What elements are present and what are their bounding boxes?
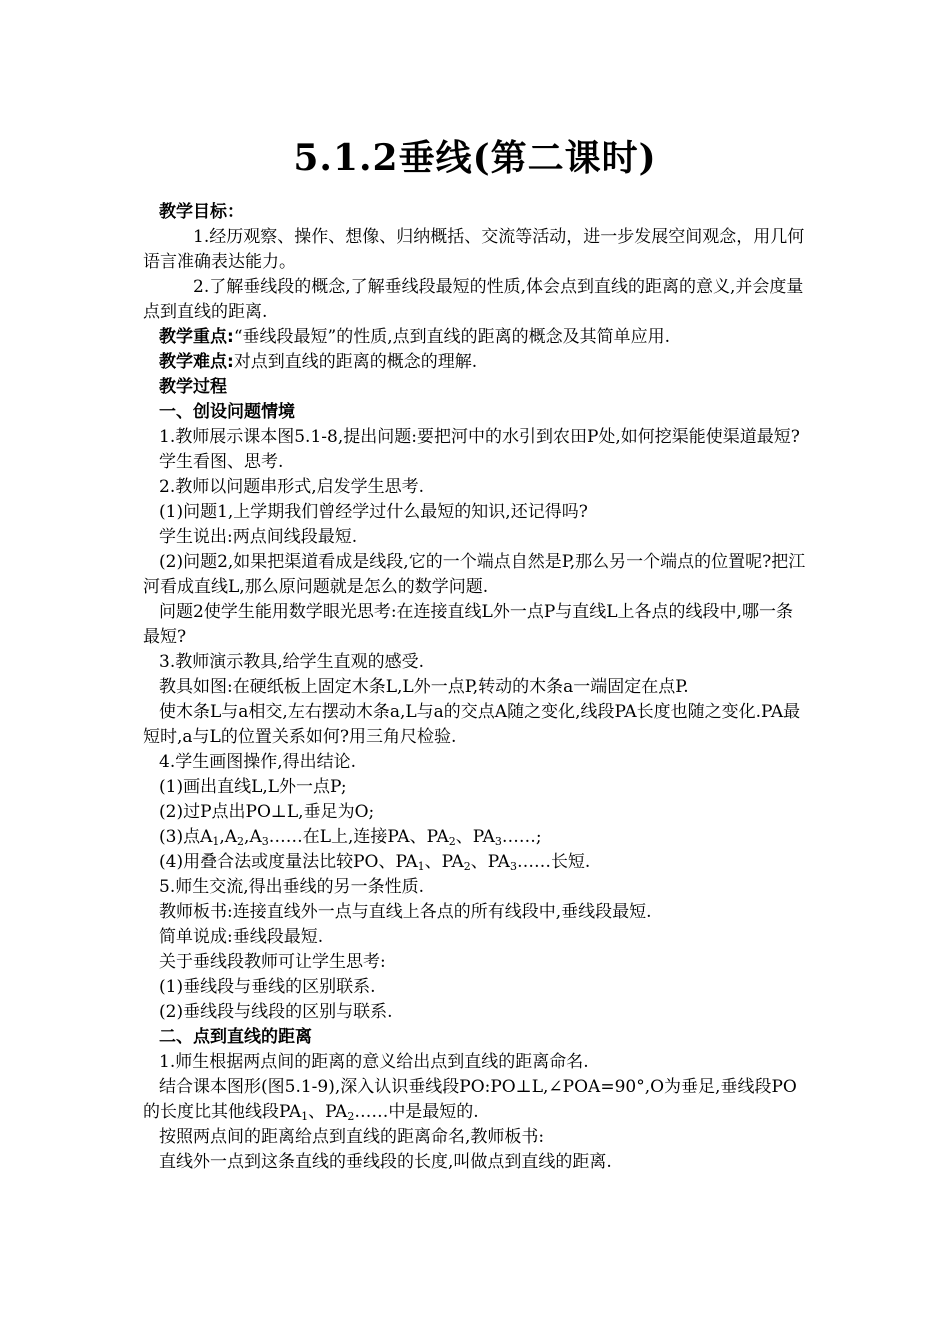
s1-paragraph-9: 教具如图:在硬纸板上固定木条L,L外一点P,转动的木条a一端固定在点P. [159,677,689,697]
s1-paragraph-16: 5.师生交流,得出垂线的另一条性质. [159,877,425,897]
s2-paragraph-1: 1.师生根据两点间的距离的意义给出点到直线的距离命名. [159,1052,589,1072]
s1-paragraph-3: 2.教师以问题串形式,启发学生思考. [159,477,425,497]
page-title: 5.1.2垂线(第二课时) [293,137,657,179]
s1-paragraph-10: 使木条L与a相交,左右摆动木条a,L与a的交点A随之变化,线段PA长度也随之变化.PA最短时,a与L的位置关系如何?用三角尺检验. [143,702,801,747]
s1-paragraph-18: 简单说成:垂线段最短. [159,927,324,947]
difficulty-points: 教学难点:对点到直线的距离的概念的理解. [159,352,478,372]
s1-paragraph-7: 问题2使学生能用数学眼光思考:在连接直线L外一点P与直线L上各点的线段中,哪一条最短? [143,602,793,647]
s1-paragraph-15: (4)用叠合法或度量法比较PO、$PA_1$、$PA_2$、$PA_3\dots\dots$长短. [159,852,591,873]
s1-paragraph-5: 学生说出:两点间线段最短. [159,527,358,547]
s1-paragraph-2: 学生看图、思考. [159,452,284,472]
section-1-heading: 一、创设问题情境 [159,402,295,422]
s1-paragraph-8: 3.教师演示教具,给学生直观的感受. [159,652,425,672]
document-body [143,200,808,1175]
s1-paragraph-21: (2)垂线段与线段的区别与联系. [159,1002,393,1022]
objective-2: 2.了解垂线段的概念,了解垂线段最短的性质,体会点到直线的距离的意义,并会度量点到直线的距离. [143,277,804,322]
s1-paragraph-14: (3)点$A_1,A_2,A_3\dots\dots$在L上,连接PA、$PA_2$、$PA_3\dots\dots$; [159,827,542,848]
s1-paragraph-1: 1.教师展示课本图5.1-8,提出问题:要把河中的水引到农田P处,如何挖渠能使渠道最短? [159,427,800,447]
section-2-heading: 二、点到直线的距离 [159,1027,312,1047]
s1-paragraph-11: 4.学生画图操作,得出结论. [159,752,357,772]
key-points: 教学重点:“垂线段最短”的性质,点到直线的距离的概念及其简单应用. [159,327,671,347]
s1-paragraph-20: (1)垂线段与垂线的区别联系. [159,977,376,997]
s1-paragraph-4: (1)问题1,上学期我们曾经学过什么最短的知识,还记得吗? [159,502,588,522]
s1-paragraph-6: (2)问题2,如果把渠道看成是线段,它的一个端点自然是P,那么另一个端点的位置呢?把江河看成直线L,那么原问题就是怎么的数学问题. [143,552,806,597]
objective-1: 1.经历观察、操作、想像、归纳概括、交流等活动，进一步发展空间观念，用几何语言准确表达能力。 [143,227,805,272]
s2-paragraph-3: 按照两点间的距离给点到直线的距离命名,教师板书: [159,1127,545,1147]
s1-paragraph-17: 教师板书:连接直线外一点与直线上各点的所有线段中,垂线段最短. [159,902,652,922]
s1-paragraph-12: (1)画出直线L,L外一点P; [159,777,347,797]
s2-paragraph-4: 直线外一点到这条直线的垂线段的长度,叫做点到直线的距离. [159,1152,612,1172]
s2-paragraph-2: 结合课本图形(图5.1-9),深入认识垂线段PO:PO⊥L,∠POA=90°,O为垂足,垂线段PO的长度比其他线段$PA_1$、$PA_2\dots\dots$中是最短的. [143,1077,797,1123]
s1-paragraph-19: 关于垂线段教师可让学生思考: [159,952,386,972]
process-heading: 教学过程 [159,377,227,397]
objectives-label: 教学目标： [159,202,244,222]
s1-paragraph-13: (2)过P点出PO⊥L,垂足为O; [159,802,375,822]
